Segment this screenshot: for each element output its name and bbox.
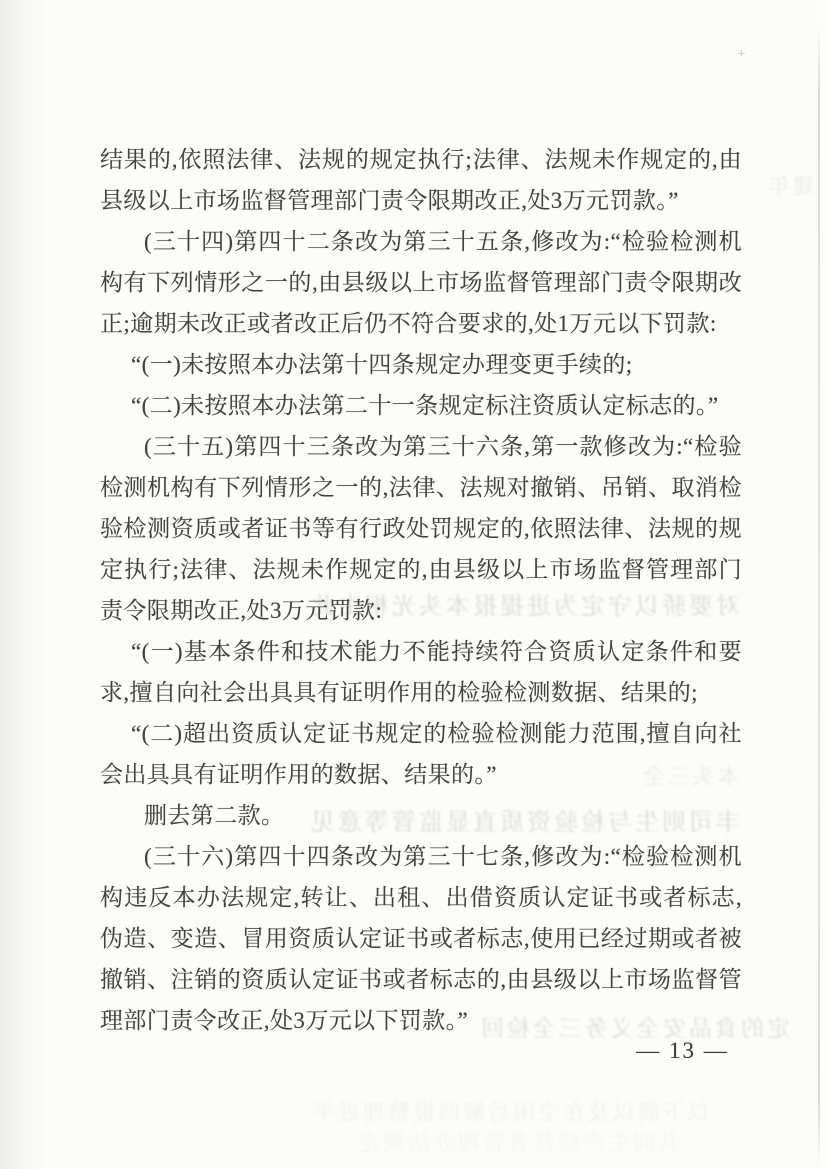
paragraph-subitem-2: “(二)超出资质认定证书规定的检验检测能力范围,擅自向社会出具具有证明作用的数据、结果的。” (100, 721, 742, 787)
registration-mark-icon: + (737, 46, 746, 62)
paragraph-continuation: 结果的,依照法律、法规的规定执行;法律、法规未作规定的,由县级以上市场监督管理部门责令限期改正,处3万元罚款。” (100, 147, 742, 213)
document-body (100, 139, 742, 1041)
paragraph-delete-clause: 删去第二款。 (144, 803, 285, 828)
paragraph-item-36: (三十六)第四十四条改为第三十七条,修改为:“检验检测机构违反本办法规定,转让、出租、出借资质认定证书或者标志,伪造、变造、冒用资质认定证书或者标志,使用已经过期或者被撤销、注销的资质认定证书或者标志的,由县级以上市场监督管理部门责令改正,处3万元以下罚款。” (100, 844, 742, 1033)
page-number: — 13 — (636, 1038, 729, 1063)
right-edge-scan-line (818, 24, 820, 1169)
paragraph-item-35: (三十五)第四十三条改为第三十六条,第一款修改为:“检验检测机构有下列情形之一的,法律、法规对撤销、吊销、取消检验检测资质或者证书等有行政处罚规定的,依照法律、法规的规定执行;法律、法规未作规定的,由县级以上市场监督管理部门责令限期改正,处3万元罚款: (100, 434, 742, 623)
left-edge-shading (0, 0, 48, 1169)
bleedthrough-text: 以下颌以及在空闲后解回报整理近平 (309, 1100, 710, 1125)
bleedthrough-text: 丰司则生与检验资质直显监管等意见 (308, 810, 740, 836)
bleedthrough-text: 本头三全 (639, 764, 740, 789)
paragraph-subitem-2: “(二)未按照本办法第二十一条规定标注资质认定标志的。” (131, 393, 719, 418)
paragraph-item-34: (三十四)第四十二条改为第三十五条,修改为:“检验检测机构有下列情形之一的,由县级以上市场监督管理部门责令限期改正;逾期未改正或者改正后仍不符合要求的,处1万元以下罚款: (100, 229, 742, 336)
bleedthrough-text: 建年 (766, 174, 814, 198)
right-edge-paper (820, 0, 827, 1169)
paragraph-subitem-1: “(一)基本条件和技术能力不能持续符合资质认定条件和要求,擅自向社会出具具有证明作用的检验检测数据、结果的; (100, 639, 742, 705)
bleedthrough-text: 定的食品安全义务三全检回 (478, 1016, 790, 1041)
bleedthrough-text: 共同生产经营者管理办法规定 (354, 1130, 680, 1155)
paragraph-subitem-1: “(一)未按照本办法第十四条规定办理变更手续的; (131, 352, 633, 377)
bleedthrough-text: 对要骄以守定为进提报本头光相由此 (308, 594, 740, 620)
